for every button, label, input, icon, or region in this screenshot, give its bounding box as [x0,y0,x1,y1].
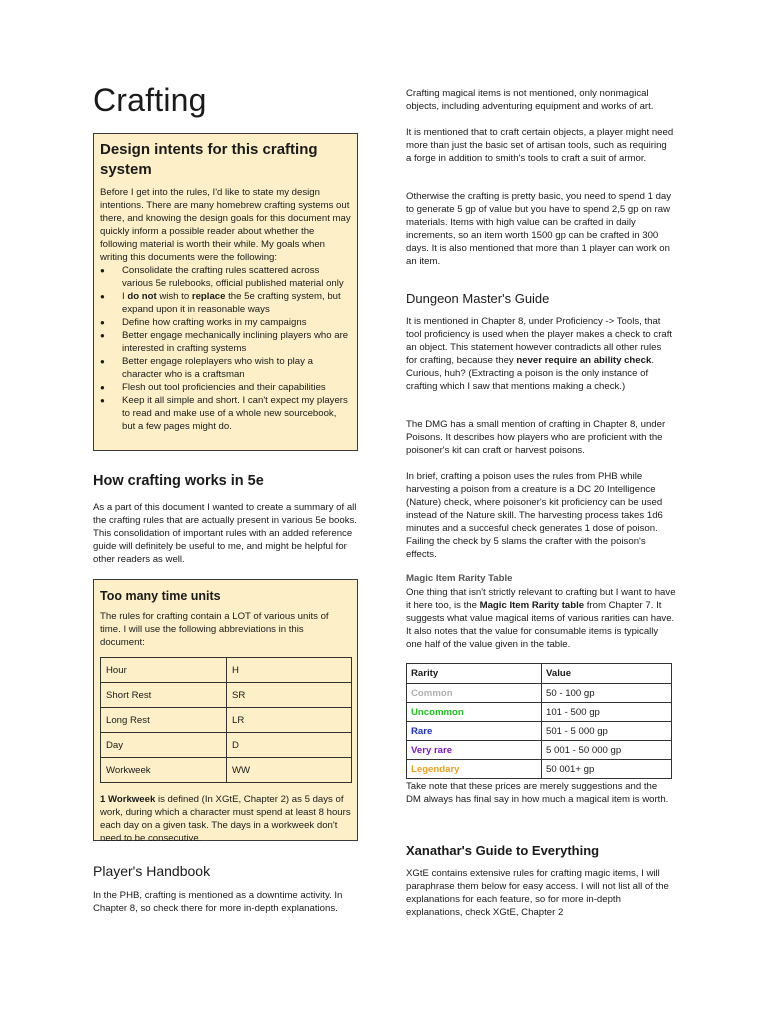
table-row: Rare 501 - 5 000 gp [407,722,672,741]
table-row: Common 50 - 100 gp [407,684,672,703]
paragraph: It is mentioned that to craft certain objects, a player might need more than just the basic set of artisan tools, such as requiring a forge in addition to smith's tools to craft a suit of armor. [406,127,674,164]
rarity-table [406,663,672,779]
paragraph: XGtE contains extensive rules for crafting magic items, I will paraphrase them below for easy access. I will not list all of the explanations for each feature, so for more in-depth explanations, check XGtE, Chapter 2 [406,868,669,918]
design-intents-list [100,264,351,433]
paragraph: Take note that these prices are merely suggestions and the DM always has final say in how much a magical item is worth. [406,781,669,805]
time-units-table [100,657,352,783]
design-intents-heading: Design intents for this crafting system [100,141,318,178]
design-intents-box [93,133,358,451]
table-row: Very rare 5 001 - 50 000 gp [407,741,672,760]
list-item: ● Define how crafting works in my campaigns [100,316,351,329]
table-row: Legendary 50 001+ gp [407,760,672,779]
time-units-box [93,579,358,844]
how-crafting-heading: How crafting works in 5e [93,473,264,489]
phb-heading: Player's Handbook [93,863,211,879]
table-row: Short Rest SR [101,683,352,708]
xgte-heading: Xanathar's Guide to Everything [406,843,600,858]
time-units-heading: Too many time units [100,589,221,603]
list-item: ● Better engage mechanically inclining players who are interested in crafting systems [100,329,351,355]
page-title: Crafting [93,82,207,118]
list-item: ● Flesh out tool proficiencies and their capabilities [100,381,351,394]
paragraph: Crafting magical items is not mentioned, only nonmagical objects, including adventuring equipment and works of art. [406,88,654,112]
list-item: ● Consolidate the crafting rules scattered across various 5e rulebooks, official published material only [100,264,351,290]
table-row: Long Rest LR [101,708,352,733]
dmg-heading: Dungeon Master's Guide [406,291,550,306]
table-row: Workweek WW [101,758,352,783]
paragraph: The DMG has a small mention of crafting in Chapter 8, under Poisons. It describes how players who are proficient with the poisoner's kit can craft or harvest poisons. [406,419,666,456]
table-row: Uncommon 101 - 500 gp [407,703,672,722]
design-intents-intro: Before I get into the rules, I'd like to state my design intentions. There are many homebrew crafting systems out there, and knowing the design goals for this document may quickly inform a possible reader about whether the following material is worth their while. My goals when writing this documents were the following: [100,187,351,263]
table-header: Rarity Value [407,664,672,684]
rarity-subheading: Magic Item Rarity Table [406,573,513,584]
time-units-intro: The rules for crafting contain a LOT of various units of time. I will use the following abbreviations in this document: [100,611,329,648]
paragraph: In brief, crafting a poison uses the rules from PHB while harvesting a poison from a creature is a DC 20 Intelligence (Nature) check, where poisoner's kit proficiency can be used instead of the Nature skill. The harvesting process takes 1d6 minutes and a succesful check generates 1 dose of poison. Failing the check by 5 slams the crafter with the poison's effects. [406,471,663,560]
paragraph: It is mentioned in Chapter 8, under Proficiency -> Tools, that tool proficiency is used when the player makes a check to craft an object. This statement however contradicts all other rules for crafting, because they never require an ability check. Curious, huh? (Extracting a poison is the only instance of crafting which I saw that mentions making a check.) [406,316,673,392]
list-item: ● Better engage roleplayers who wish to play a character who is a craftsman [100,355,351,381]
table-row: Hour H [101,658,352,683]
how-crafting-text: As a part of this document I wanted to create a summary of all the crafting rules that are actually present in various 5e books. This consolidation of important rules with an added reference guide will definitely be useful to me, and might be helpful for other readers as well. [93,502,357,565]
table-row: Day D [101,733,352,758]
paragraph: Otherwise the crafting is pretty basic, you need to spend 1 day to generate 5 gp of value but you have to spend 2,5 gp on raw materials. Items with high value can be crafted in daily increments, so an item worth 1500 gp can be crafted in 300 days. It is also mentioned that more than 1 player can work on an item. [406,191,672,267]
workweek-note: 1 Workweek is defined (In XGtE, Chapter 2) as 5 days of work, during which a character must spend at least 8 hours each day on a given task. The days in a workweek don't need to be consecutive. [100,794,351,844]
list-item: ● I do not wish to replace the 5e crafting system, but expand upon it in reasonable ways [100,290,351,316]
paragraph: One thing that isn't strictly relevant to crafting but I want to have it here too, is the Magic Item Rarity table from Chapter 7. It suggests what value magical items of various rarities can have. It also notes that the value for consumable items is typically one half of the value given in the table. [406,587,676,650]
phb-text: In the PHB, crafting is mentioned as a downtime activity. In Chapter 8, so check there for more in-depth explanations. [93,890,343,914]
list-item: ● Keep it all simple and short. I can't expect my players to read and make use of a whole new sourcebook, but a few pages might do. [100,394,351,433]
